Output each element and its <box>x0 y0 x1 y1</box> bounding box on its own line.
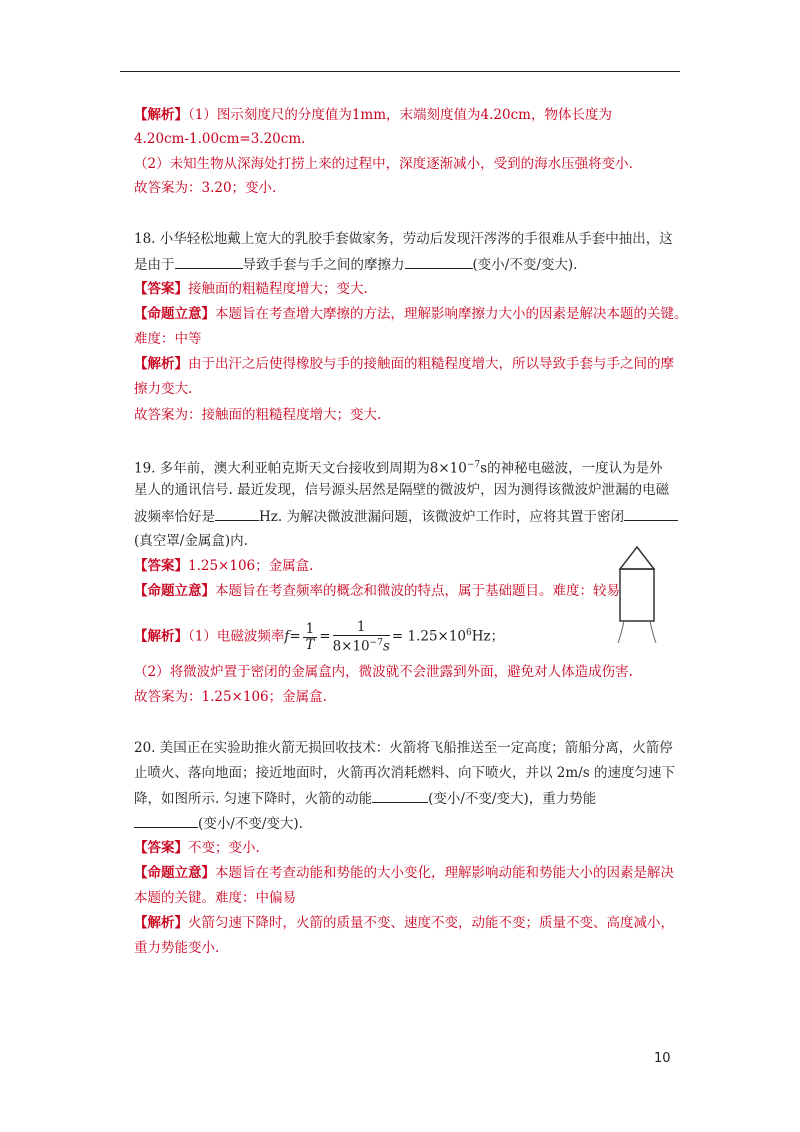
rocket-figure <box>612 545 662 645</box>
q18-line2: 是由于 导致手套与手之间的摩擦力 (变小/不变/变大). <box>134 257 578 273</box>
q20-answer: 【答案】不变；变小. <box>134 840 260 856</box>
q18-final-answer: 故答案为：接触面的粗糙程度增大；变大. <box>134 407 382 423</box>
q19-final-answer: 故答案为：1.25×106；金属盒. <box>134 689 327 705</box>
q20-blank-2[interactable] <box>134 814 198 828</box>
q19-analysis-line1: 【解析】（1）电磁波频率f= $\frac{1}{T}$ = $\frac{1}{8\times 10^{-7}s}$ = $1.25\times 10^6Hz$； <box>134 618 505 655</box>
q18-line1: 18. 小华轻松地戴上宽大的乳胶手套做家务，劳动后发现汗涔涔的手很难从手套中抽出，这 <box>134 231 673 247</box>
s17-analysis-line1: 【解析】（1）图示刻度尺的分度值为1mm，末端刻度值为4.20cm，物体长度为 <box>134 107 612 123</box>
page-number: 10 <box>654 1051 671 1066</box>
q20-analysis-line2: 重力势能变小. <box>134 940 220 956</box>
q20-line1: 20. 美国正在实验助推火箭无损回收技术：火箭将飞船推送至一定高度；箭船分离，火箭停 <box>134 740 673 756</box>
s17-analysis-line1b: 4.20cm-1.00cm=3.20cm. <box>134 131 306 147</box>
q18-intent: 【命题立意】本题旨在考查增大摩擦的方法，理解影响摩擦力大小的因素是解决本题的关键。 <box>134 306 688 322</box>
fraction-1-over-period: $\frac{1}{8\times 10^{-7}s}$ <box>332 618 390 655</box>
q18-difficulty: 难度：中等 <box>134 331 202 347</box>
s17-final-answer: 故答案为：3.20；变小. <box>134 180 277 196</box>
q19-analysis-line2: （2）将微波炉置于密闭的金属盒内，微波就不会泄露到外面，避免对人体造成伤害. <box>134 664 633 680</box>
q20-analysis-line1: 【解析】火箭匀速下降时，火箭的质量不变、速度不变，动能不变；质量不变、高度减小， <box>134 915 674 931</box>
q19-blank-1[interactable] <box>215 507 259 521</box>
frequency-symbol: f <box>284 628 290 645</box>
q19-line3: 波频率恰好是 Hz. 为解决微波泄漏问题，该微波炉工作时，应将其置于密闭 <box>134 507 678 526</box>
s17-analysis-line2: （2）未知生物从深海处打捞上来的过程中，深度逐渐减小，受到的海水压强将变小. <box>134 156 633 172</box>
fraction-1-over-t: $\frac{1}{T}$ <box>303 622 318 653</box>
q19-answer: 【答案】1.25×106；金属盒. <box>134 558 314 574</box>
q19-blank-2[interactable] <box>624 507 678 521</box>
q20-line3: 降，如图所示. 匀速下降时，火箭的动能 (变小/不变/变大)，重力势能 <box>134 791 597 807</box>
q20-line4: (变小/不变/变大). <box>134 814 303 833</box>
q19-line1: 19. 多年前，澳大利亚帕克斯天文台接收到周期为$8\times 10^{-7}s$的神秘电磁波，一度认为是外 <box>134 460 663 477</box>
q18-blank-2[interactable] <box>405 255 473 269</box>
rocket-body <box>620 569 654 621</box>
q20-intent-line1: 【命题立意】本题旨在考查动能和势能的大小变化，理解影响动能和势能大小的因素是解决 <box>134 865 674 881</box>
q20-blank-1[interactable] <box>372 789 428 803</box>
q19-line4: (真空罩/金属盒)内. <box>134 533 248 549</box>
q18-analysis-line1: 【解析】由于出汗之后使得橡胶与手的接触面的粗糙程度增大，所以导致手套与手之间的摩 <box>134 356 674 372</box>
q18-blank-1[interactable] <box>175 255 243 269</box>
q18-analysis-line2: 擦力变大. <box>134 381 193 397</box>
q20-line2: 止喷火、落向地面；接近地面时，火箭再次消耗燃料、向下喷火，并以 2m/s 的速度匀速下 <box>134 765 675 781</box>
rocket-exhaust <box>618 621 656 643</box>
rocket-nose <box>620 547 654 569</box>
q19-intent: 【命题立意】本题旨在考查频率的概念和微波的特点，属于基础题目。难度：较易 <box>134 583 620 599</box>
q19-line2: 星人的通讯信号. 最近发现，信号源头居然是隔壁的微波炉，因为测得该微波炉泄漏的电磁 <box>134 482 670 498</box>
q18-answer: 【答案】接触面的粗糙程度增大；变大. <box>134 281 368 297</box>
q20-intent-line2: 本题的关键。难度：中偏易 <box>134 890 296 906</box>
header-rule <box>120 71 680 72</box>
